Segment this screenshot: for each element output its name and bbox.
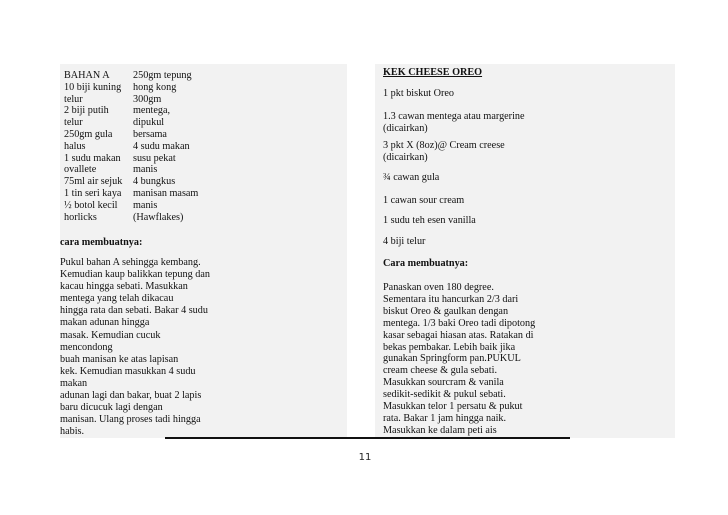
- footer-divider: [165, 437, 570, 439]
- right-method-text: [383, 282, 535, 437]
- method-line: mentega yang telah dikacau: [60, 293, 174, 305]
- ingredient-quantity: 4 bungkus: [133, 176, 176, 188]
- method-line: Pukul bahan A sehingga kembang.: [60, 257, 201, 268]
- method-line: makan: [60, 377, 88, 389]
- method-line: Masukkan sourcram & vanila: [383, 377, 504, 389]
- ingredient-name: telur: [64, 117, 83, 129]
- recipe-ingredient-line: (dicairkan): [383, 152, 428, 163]
- ingredient-name: 2 biji putih: [64, 105, 109, 117]
- method-line: kasar sebagai hiasan atas. Ratakan di: [383, 329, 534, 341]
- ingredient-quantity: mentega,: [133, 105, 171, 117]
- method-line: cream cheese & gula sebati.: [383, 365, 497, 377]
- method-line: masak. Kemudian cucuk: [60, 329, 161, 341]
- ingredient-name: BAHAN A: [64, 70, 110, 81]
- method-line: Masukkan telor 1 persatu & pukut: [383, 401, 523, 413]
- method-line: adunan lagi dan bakar, buat 2 lapis: [60, 390, 202, 402]
- method-line: Masukkan ke dalam peti ais: [383, 424, 497, 436]
- ingredient-quantity: 4 sudu makan: [133, 140, 190, 152]
- method-line: sedikit-sedikit & pukul sebati.: [383, 389, 506, 401]
- method-line: hingga rata dan sebati. Bakar 4 sudu: [60, 305, 208, 317]
- recipe-ingredient-line: (dicairkan): [383, 123, 428, 134]
- ingredient-name: 1 sudu makan: [64, 152, 121, 164]
- recipe-ingredient-line: 4 biji telur: [383, 236, 426, 247]
- method-line: rata. Bakar 1 jam hingga naik.: [383, 412, 507, 424]
- ingredient-name: 75ml air sejuk: [64, 176, 123, 188]
- ingredient-quantity: manis: [133, 199, 158, 211]
- ingredient-name: ½ botol kecil: [64, 199, 118, 211]
- ingredient-quantity: manis: [133, 164, 158, 176]
- recipe-ingredient-line: 1.3 cawan mentega atau margerine: [383, 111, 525, 122]
- ingredient-name: ovallete: [64, 164, 97, 176]
- left-method-text: [60, 257, 220, 438]
- ingredient-name: 1 tin seri kaya: [64, 187, 122, 199]
- recipe-ingredient-line: 3 pkt X (8oz)@ Cream creese: [383, 140, 505, 151]
- recipe-ingredient: [383, 88, 454, 100]
- method-line: kek. Kemudian masukkan 4 sudu: [60, 365, 196, 377]
- recipe-ingredient: [383, 215, 476, 227]
- method-line: kacau hingga sebati. Masukkan: [60, 281, 188, 293]
- ingredient-quantity: dipukul: [133, 117, 165, 129]
- method-line: manisan. Ulang proses tadi hingga: [60, 414, 201, 426]
- method-line: buah manisan ke atas lapisan: [60, 353, 179, 365]
- recipe-ingredient: [383, 195, 464, 207]
- method-line: habis.: [60, 426, 85, 438]
- ingredient-name: halus: [64, 140, 86, 152]
- recipe-ingredient-line: 1 sudu teh esen vanilla: [383, 215, 476, 226]
- ingredient-quantity: manisan masam: [133, 187, 199, 199]
- recipe-ingredient: [383, 140, 505, 164]
- method-line: biskut Oreo & gaulkan dengan: [383, 305, 509, 317]
- ingredient-quantities-column: [133, 70, 198, 223]
- left-method-heading: cara membuatnya:: [60, 237, 143, 248]
- method-line: gunakan Springform pan.PUKUL: [383, 353, 521, 365]
- method-line: Sementara itu hancurkan 2/3 dari: [383, 293, 519, 305]
- ingredient-quantity: 300gm: [133, 93, 162, 105]
- recipe-ingredient-line: 1 cawan sour cream: [383, 195, 465, 206]
- method-line: mentega. 1/3 baki Oreo tadi dipotong: [383, 317, 536, 329]
- ingredient-quantity: 250gm tepung: [133, 70, 192, 81]
- ingredient-quantity: susu pekat: [133, 152, 176, 164]
- ingredient-quantity: hong kong: [133, 81, 177, 93]
- method-line: mencondong: [60, 341, 113, 353]
- ingredient-names-column: [64, 70, 122, 223]
- ingredient-quantity: bersama: [133, 128, 167, 140]
- ingredient-name: 250gm gula: [64, 128, 113, 140]
- recipe-ingredient-line: 1 pkt biskut Oreo: [383, 88, 455, 99]
- recipe-ingredient-line: ¾ cawan gula: [383, 172, 440, 183]
- ingredient-name: telur: [64, 93, 83, 105]
- recipe-ingredient: [383, 236, 425, 248]
- recipe-ingredient: [383, 172, 439, 184]
- recipe-title: KEK CHEESE OREO: [383, 67, 483, 78]
- method-line: baru dicucuk lagi dengan: [60, 402, 163, 414]
- method-line: Kemudian kaup balikkan tepung dan: [60, 269, 210, 281]
- page-number: 11: [358, 452, 372, 463]
- method-line: makan adunan hingga: [60, 317, 150, 329]
- ingredient-name: horlicks: [64, 211, 97, 223]
- method-line: Panaskan oven 180 degree.: [383, 282, 494, 293]
- ingredient-name: 10 biji kuning: [64, 81, 122, 93]
- method-line: bekas pembakar. Lebih baik jika: [383, 341, 516, 353]
- right-method-heading: Cara membuatnya:: [383, 258, 469, 269]
- ingredient-quantity: (Hawflakes): [133, 211, 184, 223]
- recipe-ingredient: [383, 111, 525, 135]
